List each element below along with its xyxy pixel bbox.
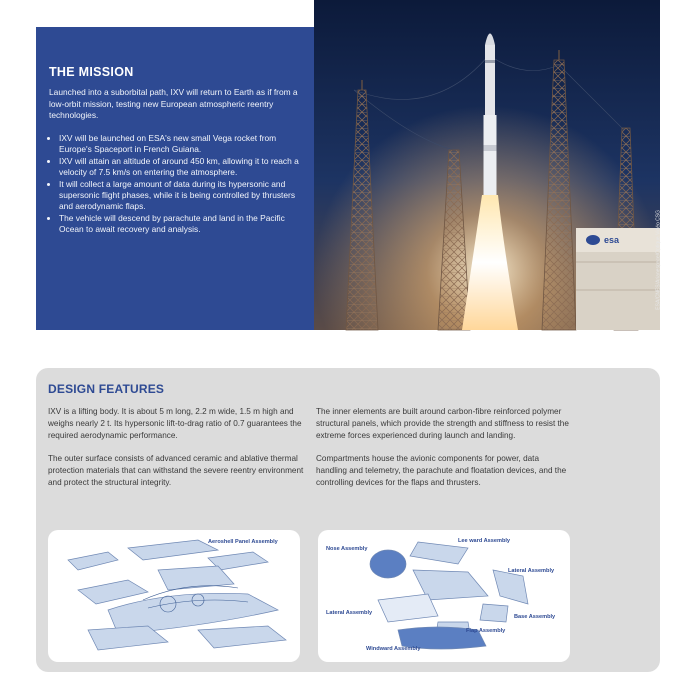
features-right-column [316, 406, 572, 501]
structure-diagram [318, 530, 570, 662]
mission-bullet: • The vehicle will descend by parachute and land in the Pacific Ocean to await recovery and analysis. [59, 213, 311, 236]
mission-title: THE MISSION [49, 65, 134, 79]
features-paragraph: IXV is a lifting body. It is about 5 m long, 2.2 m wide, 1.5 m high and weighs nearly 2 t. Its hypersonic lift-to-drag ratio of 0.7 guarantees the required aerodynamic performance. [48, 407, 302, 440]
mission-intro: Launched into a suborbital path, IXV will return to Earth as if from a low-orbit mission, testing new European atmospheric reentry technologies. [49, 87, 298, 121]
rocket-launch-illustration [314, 0, 660, 330]
features-title: DESIGN FEATURES [48, 382, 165, 396]
features-paragraph: Compartments house the avionic components for power, data handling and telemetry, the parachute and floatation devices, and the controlling devices for the flaps and thrusters. [316, 454, 567, 487]
vega-rocket [484, 34, 497, 196]
mission-bullet-list [49, 133, 311, 236]
aeroshell-label: Aeroshell Panel Assembly [208, 539, 278, 545]
aeroshell-exploded-view [48, 530, 300, 662]
windward-assembly-label: Windward Assembly [366, 646, 421, 652]
launch-building [576, 228, 660, 330]
mission-bullet: • IXV will be launched on ESA's new small Vega rocket from Europe's Spaceport in French Guiana. [59, 133, 311, 156]
leeward-assembly-label: Lee ward Assembly [458, 538, 511, 544]
esa-logo-icon [586, 235, 600, 245]
tower-logo-text: esa [604, 235, 620, 245]
features-paragraph: The inner elements are built around carbon-fibre reinforced polymer structural panels, which provide the strength and stiffness to resist the extreme forces experienced during launch and landing. [316, 407, 569, 440]
base-assembly-label: Base Assembly [514, 614, 556, 620]
mission-bullet: • IXV will attain an altitude of around 450 km, allowing it to reach a velocity of 7.5 km/s on entering the atmosphere. [59, 156, 311, 179]
lateral-assembly-left-label: Lateral Assembly [326, 610, 373, 616]
aeroshell-diagram [48, 530, 300, 662]
mission-panel [36, 27, 314, 330]
features-paragraph: The outer surface consists of advanced ceramic and ablative thermal protection materials that can withstand the severe reentry environment and protect the structural integrity. [48, 454, 304, 487]
lateral-assembly-right-label: Lateral Assembly [508, 568, 555, 574]
flap-assembly-label: Flap Assembly [466, 628, 506, 634]
design-features-panel [36, 368, 660, 672]
nose-assembly-label: Nose Assembly [326, 546, 368, 552]
rocket-launch-photo [314, 0, 660, 330]
photo-credit: ESA/CNES/Arianespace/Optique Vidéo CSG [656, 210, 662, 310]
features-left-column [48, 406, 304, 501]
mission-bullet: • It will collect a large amount of data during its hypersonic and supersonic flight phases, while it is being controlled by thrusters and aerodynamic flaps. [59, 179, 311, 213]
